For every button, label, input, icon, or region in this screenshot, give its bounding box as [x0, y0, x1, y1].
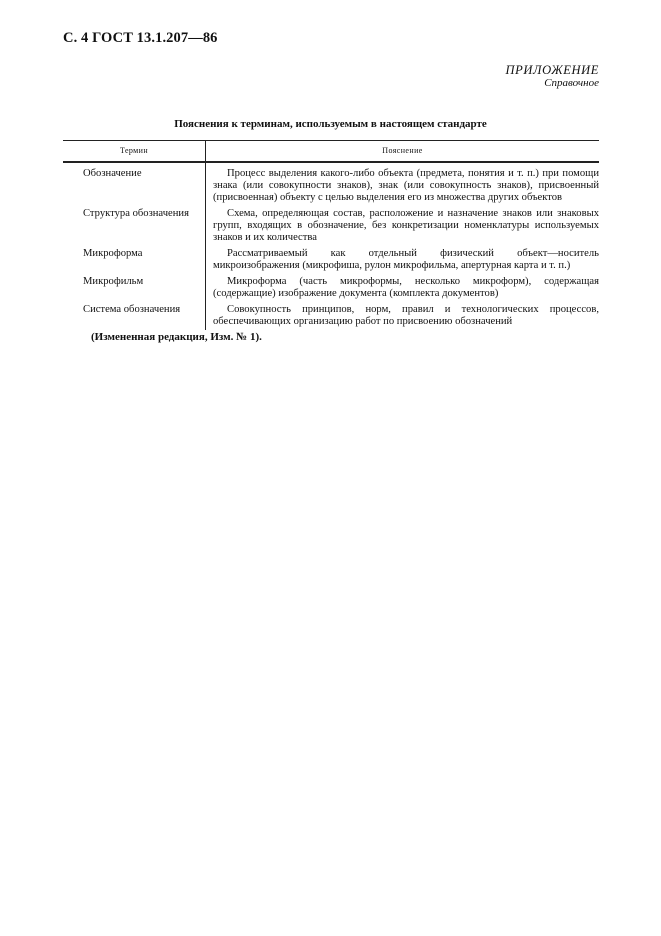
- appendix-subtitle: Справочное: [544, 77, 599, 89]
- term-cell: Обозначение: [63, 162, 206, 206]
- column-header-explanation: Пояснение: [206, 141, 600, 163]
- explanation-cell: Процесс выделения какого-либо объекта (предмета, понятия и т. п.) при помощи знака (или совокупности знаков), знак (или совокупность знаков), присвоенный (присвоенная) объекту с целью выделения его из множества других объектов: [213, 168, 599, 203]
- table-caption: Пояснения к терминам, используемым в настоящем стандарте: [174, 118, 487, 130]
- table-row: [63, 206, 599, 246]
- term-cell: Микроформа: [63, 246, 206, 274]
- column-header-term: Термин: [63, 141, 206, 163]
- term-cell: Микрофильм: [63, 274, 206, 302]
- appendix-title: ПРИЛОЖЕНИЕ: [505, 63, 599, 77]
- amendment-note: (Измененная редакция, Изм. № 1).: [91, 331, 262, 343]
- explanation-cell: Рассматриваемый как отдельный физический объект—носитель микроизображения (микрофиша, рулон микрофильма, апертурная карта и т. п.): [213, 248, 599, 271]
- appendix-heading: [506, 64, 599, 90]
- explanation-cell: Микроформа (часть микроформы, несколько микроформ), содержащая (содержащие) изображение документа (комплекта документов): [213, 276, 599, 299]
- table-row: [63, 246, 599, 274]
- terms-table: [63, 140, 599, 330]
- table-header-row: [63, 141, 599, 163]
- page-header: С. 4 ГОСТ 13.1.207—86: [63, 30, 218, 46]
- explanation-cell: Схема, определяющая состав, расположение и назначение знаков или знаковых групп, входящих в обозначение, без конкретизации номенклатуры используемых знаков и их количества: [213, 208, 599, 243]
- table-row: [63, 274, 599, 302]
- table-row: [63, 162, 599, 206]
- table-row: [63, 302, 599, 330]
- term-cell: Структура обозначения: [63, 206, 206, 246]
- explanation-cell: Совокупность принципов, норм, правил и технологических процессов, обеспечивающих организацию работ по присвоению обозначений: [213, 304, 599, 327]
- term-cell: Система обозначения: [63, 302, 206, 330]
